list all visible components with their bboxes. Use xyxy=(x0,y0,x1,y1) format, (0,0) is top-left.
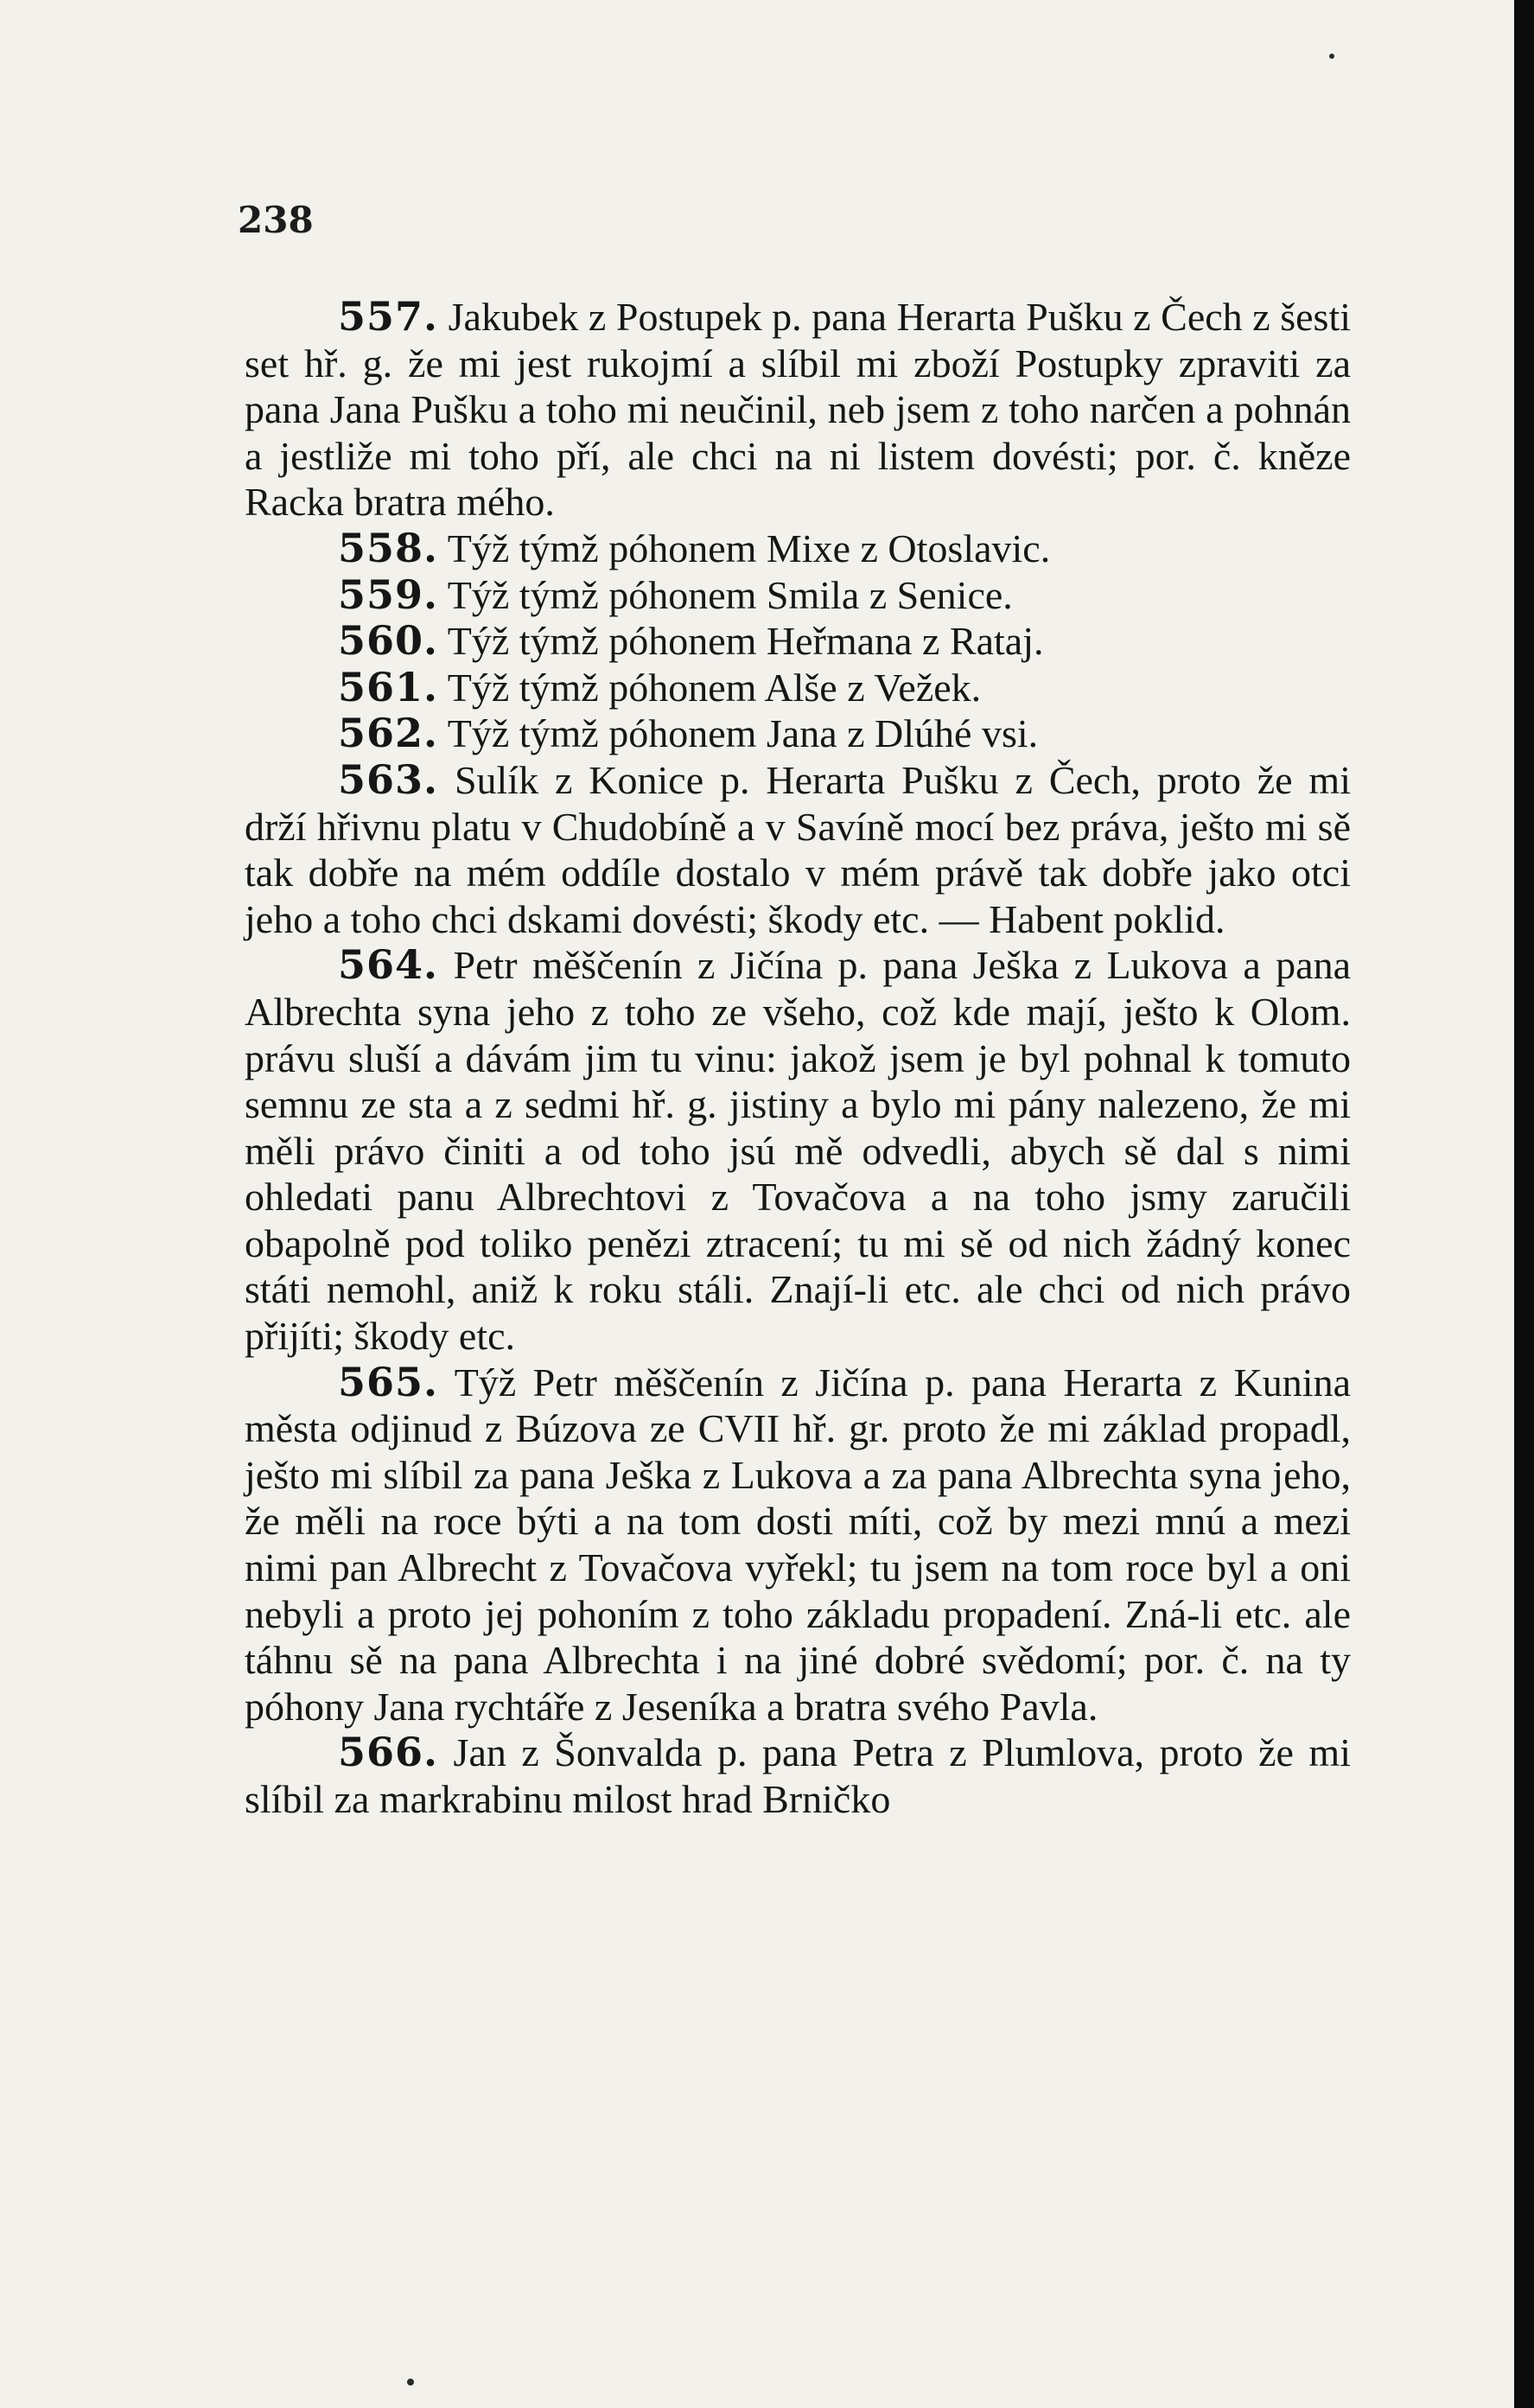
entry-number: 564. xyxy=(338,941,439,989)
scan-speck xyxy=(407,2379,414,2386)
entry-561 xyxy=(245,665,1351,711)
entry-559 xyxy=(245,572,1351,619)
entry-number: 565. xyxy=(338,1358,439,1405)
entry-text: Týž týmž póhonem Heřmana z Rataj. xyxy=(447,619,1044,664)
entry-number: 563. xyxy=(338,755,439,803)
entry-text: Týž týmž póhonem Alše z Vežek. xyxy=(447,665,982,710)
entry-text: Týž týmž póhonem Mixe z Otoslavic. xyxy=(447,526,1051,570)
entry-text: Jakubek z Postupek p. pana Herarta Pušku z Čech z šesti set hř. g. že mi jest rukojmí a slíbil mi zboží Postupky zpraviti za pana Jana Pušku a toho mi neučinil, neb jsem z toho narčen a pohnán a jestliže mi toho pří, ale chci na ni listem dovésti; por. č. kněze Racka bratra mého. xyxy=(245,295,1352,525)
entry-number: 558. xyxy=(338,524,439,571)
entry-number: 560. xyxy=(338,617,439,665)
page-number: 238 xyxy=(238,199,314,241)
entry-text: Týž Petr měščenín z Jičína p. pana Herarta z Kunina města odjinud z Búzova ze CVII hř. gr. proto že mi základ propadl, ješto mi slíbil za pana Ješka z Lukova a za pana Albrechta syna jeho, že měli na roce býti a na tom dosti míti, což by mezi mnú a mezi nimi pan Albrecht z Tovačova vyřekl; tu jsem na tom roce byl a oni nebyli a proto jej pohoním z toho základu propadení. Zná-li etc. ale táhnu sě na pana Albrechta i na jiné dobré svědomí; por. č. na ty póhony Jana rychtáře z Jeseníka a bratra svého Pavla. xyxy=(245,1360,1351,1729)
entry-text: Týž týmž póhonem Jana z Dlúhé vsi. xyxy=(447,711,1039,756)
scan-speck xyxy=(1329,54,1334,59)
entry-562 xyxy=(245,710,1351,757)
entry-560 xyxy=(245,618,1351,665)
entry-number: 557. xyxy=(338,293,439,340)
entry-number: 562. xyxy=(338,710,439,757)
entry-558 xyxy=(245,526,1351,572)
entry-text: Sulík z Konice p. Herarta Pušku z Čech, proto že mi drží hřivnu platu v Chudobíně a v Savíně mocí bez práva, ješto mi sě tak dobře na mém oddíle dostalo v mém právě tak dobře jako otci jeho a toho chci dskami dovésti; škody etc. — Habent poklid. xyxy=(245,757,1351,941)
entry-564 xyxy=(245,942,1351,1359)
entry-566 xyxy=(245,1730,1351,1822)
entry-text: Petr měščenín z Jičína p. pana Ješka z Lukova a pana Albrechta syna jeho z toho ze všeho, což kde mají, ješto k Olom. právu sluší a dávám jim tu vinu: jakož jsem je byl pohnal k tomuto semnu ze sta a z sedmi hř. g. jistiny a bylo mi pány nalezeno, že mi měli právo činiti a od toho jsú mě odvedli, abych sě dal s nimi ohledati panu Albrechtovi z Tovačova a na toho jsmy zaručili obapolně pod toliko penězi ztracení; tu mi sě od nich žádný konec státi nemohl, aniž k roku stáli. Znají-li etc. ale chci od nich právo přijíti; škody etc. xyxy=(245,943,1351,1359)
entry-number: 561. xyxy=(338,663,439,710)
text-block xyxy=(245,294,1351,1823)
entry-563 xyxy=(245,757,1351,942)
entry-number: 559. xyxy=(338,570,439,618)
entry-557 xyxy=(245,294,1351,526)
entry-text: Jan z Šonvalda p. pana Petra z Plumlova, proto že mi slíbil za markrabinu milost hrad Brničko xyxy=(245,1730,1351,1821)
entry-number: 566. xyxy=(338,1729,439,1776)
entry-565 xyxy=(245,1360,1351,1730)
entry-text: Týž týmž póhonem Smila z Senice. xyxy=(447,572,1013,617)
